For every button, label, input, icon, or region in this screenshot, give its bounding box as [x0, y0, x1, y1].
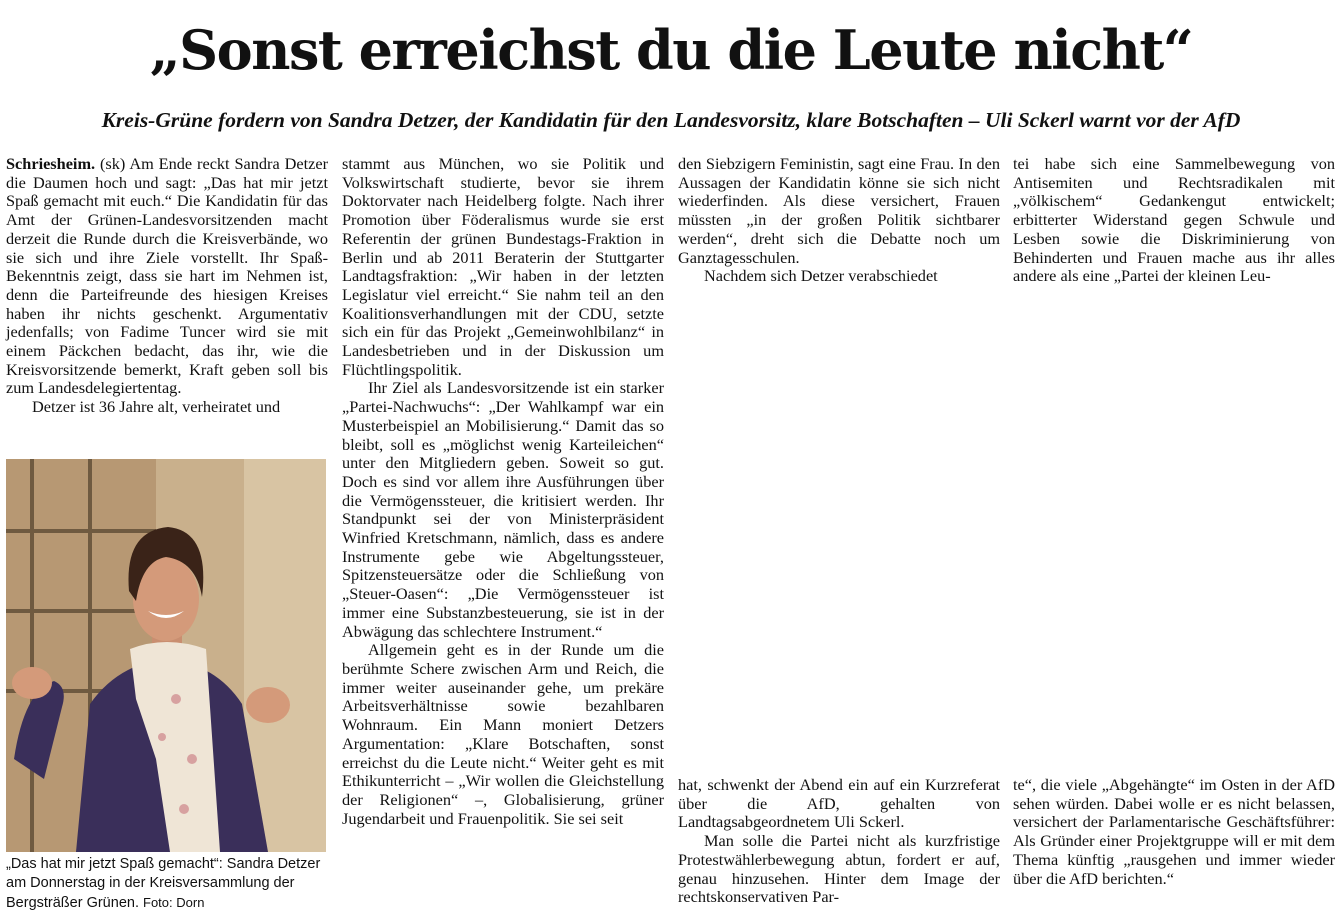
article-photo — [6, 459, 326, 852]
article-column-4-continued — [1013, 776, 1335, 888]
paragraph-text: (sk) Am Ende reckt Sandra Detzer die Daumen hoch und sagt: „Das hat mir jetzt Spaß gemacht mit euch.“ Die Kandidatin für das Amt der Grünen-Landesvorsitzenden macht derzeit die Runde durch die Kreisverbände, wo sie sich und ihre Ziele vorstellt. Ihr Spaß-Bekenntnis zeigt, dass sie hart im Nehmen ist, denn die Parteifreunde des hiesigen Kreises haben ihr nichts geschenkt. Argumentativ jedenfalls; von Fadime Tuncer wird sie mit einem Päckchen bedacht, das ihr, wie die Kreisvorsitzende bemerkt, Kraft geben soll bis zum Landesdelegiertentag. — [6, 154, 329, 398]
paragraph: Nachdem sich Detzer verabschiedet — [704, 266, 938, 286]
paragraph: hat, schwenkt der Abend ein auf ein Kurzreferat über die AfD, gehalten von Landtagsabgeordnetem Uli Sckerl. — [678, 775, 1000, 832]
article-column-4 — [1013, 155, 1335, 286]
article-column-3 — [678, 155, 1000, 286]
paragraph — [6, 155, 328, 398]
subheadline: Kreis-Grüne fordern von Sandra Detzer, der Kandidatin für den Landesvorsitz, klare Botschaften – Uli Sckerl warnt vor der AfD — [101, 108, 1241, 132]
dateline: Schriesheim. — [6, 154, 96, 173]
photo-caption — [6, 855, 328, 913]
paragraph: den Siebzigern Feministin, sagt eine Frau. In den Aussagen der Kandidatin könne sie sich nicht wiederfinden. Als diese versichert, Frauen müssten „in der großen Politik sichtbarer werden“, dreht sich die Debatte noch um Ganztagesschulen. — [678, 154, 1000, 267]
headline: „Sonst erreichst du die Leute nicht“ — [149, 18, 1193, 82]
article-column-2 — [342, 155, 664, 828]
paragraph: Man solle die Partei nicht als kurzfristige Protestwählerbewegung abtun, fordert er auf, genau hinzusehen. Hinter dem Image der rechtskonservativen Par- — [678, 831, 1000, 907]
paragraph: Allgemein geht es in der Runde um die berühmte Schere zwischen Arm und Reich, die immer weiter auseinander gehe, um prekäre Arbeitsverhältnisse sowie bezahlbaren Wohnraum. Ein Mann moniert Detzers Argumentation: „Klare Botschaften, sonst erreichst du die Leute nicht.“ Weiter geht es mit Ethikunterricht – „Wir wollen die Gleichstellung der Religionen“ –, Globalisierung, grüner Jugendarbeit und Frauenpolitik. Sie sei seit — [342, 640, 664, 828]
caption-text: „Das hat mir jetzt Spaß gemacht“: Sandra Detzer am Donnerstag in der Kreisversammlung der Bergsträßer Grünen. — [6, 856, 321, 911]
article-column-3-continued — [678, 776, 1000, 907]
paragraph: te“, die viele „Abgehängte“ im Osten in der AfD sehen würden. Dabei wolle er es nicht belassen, versichert der Parlamentarische Geschäftsführer: Als Gründer einer Projektgruppe will er mit dem Thema künftig „rausgehen und immer wieder über die AfD berichten.“ — [1013, 775, 1335, 888]
photo-image — [6, 459, 326, 852]
paragraph: Ihr Ziel als Landesvorsitzende ist ein starker „Partei-Nachwuchs“: „Der Wahlkampf war ein Musterbeispiel an Mobilisierung.“ Damit das so bleibt, soll es „möglichst wenig Karteileichen“ unter den Mitgliedern geben. Soweit so gut. Doch es sind vor allem ihre Ausführungen über die Vermögenssteuer, die kritisiert werden. Ihr Standpunkt sei der von Ministerpräsident Winfried Kretschmann, nämlich, dass es andere Instrumente gebe wie Abgeltungssteuer, Spitzensteuersätze oder die Schließung von „Steuer-Oasen“: „Die Vermögenssteuer ist immer eine Substanzbesteuerung, sie ist in der Abwägung das schlechtere Instrument.“ — [342, 378, 664, 641]
paragraph: tei habe sich eine Sammelbewegung von Antisemiten und Rechtsradikalen mit „völkischem“ Gedankengut entwickelt; erbitterter Widerstand gegen Schwule und Lesben sowie die Diskriminierung von Behinderten und Frauen mache aus ihr alles andere als eine „Partei der kleinen Leu- — [1013, 154, 1335, 286]
photo-credit: Foto: Dorn — [143, 895, 205, 910]
paragraph: stammt aus München, wo sie Politik und Volkswirtschaft studierte, bevor sie ihrem Doktorvater nach Heidelberg folgte. Nach ihrer Promotion über Föderalismus wurde sie erst Referentin der grünen Bundestags-Fraktion in Berlin und ab 2011 Beraterin der Stuttgarter Landtagsfraktion: „Wir haben in der letzten Legislatur viel erreicht.“ Sie nahm teil an den Koalitionsverhandlungen mit der CDU, setzte sich ein für das Projekt „Gemeinwohlbilanz“ in Landesbetrieben und in der Diskussion um Flüchtlingspolitik. — [342, 154, 664, 379]
paragraph: Detzer ist 36 Jahre alt, verheiratet und — [32, 397, 281, 417]
article-column-1 — [6, 155, 328, 417]
